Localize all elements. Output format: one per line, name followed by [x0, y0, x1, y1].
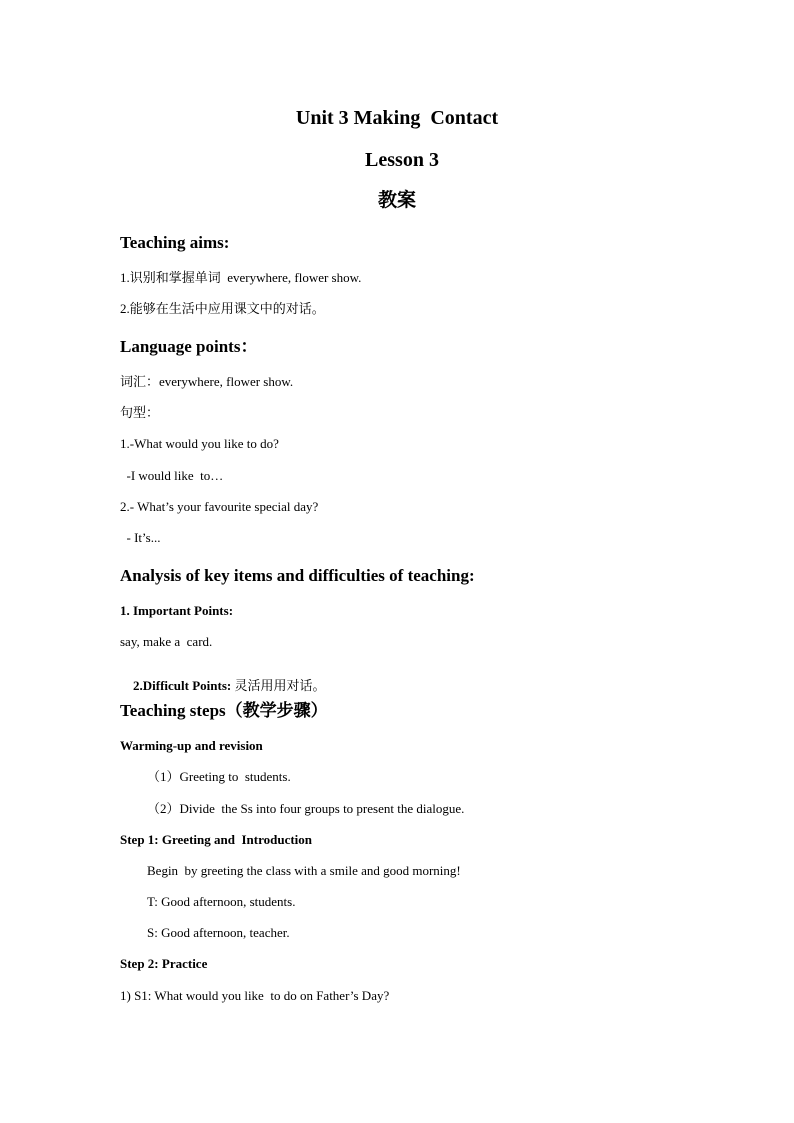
difficult-points-text: 灵活用用对话。: [231, 678, 326, 693]
vocabulary-line: 词汇：everywhere, flower show.: [120, 374, 294, 389]
teaching-steps-heading: Teaching steps（教学步骤）: [120, 701, 328, 720]
difficult-points-label: 2.Difficult Points:: [133, 678, 232, 693]
step1-line-1: Begin by greeting the class with a smile and good morning!: [147, 863, 461, 878]
language-points-heading: Language points：: [120, 337, 258, 356]
title-unit: Unit 3 Making Contact: [295, 107, 499, 129]
aims-item-1: 1.识别和掌握单词 everywhere, flower show.: [120, 270, 362, 285]
warmup-item-2: （2）Divide the Ss into four groups to present the dialogue.: [147, 801, 465, 816]
pattern-question-2: 2.- What’s your favourite special day?: [120, 499, 319, 514]
sentence-pattern-label: 句型：: [120, 405, 160, 420]
pattern-answer-1: -I would like to…: [120, 468, 224, 483]
step1-heading: Step 1: Greeting and Introduction: [120, 832, 313, 847]
step2-line-1: 1) S1: What would you like to do on Father’s Day?: [120, 988, 390, 1003]
aims-item-2: 2.能够在生活中应用课文中的对话。: [120, 301, 325, 316]
difficult-points-line: [120, 666, 325, 705]
important-points-text: say, make a card.: [120, 634, 213, 649]
step1-line-2: T: Good afternoon, students.: [147, 894, 296, 909]
title-lesson: Lesson 3: [365, 149, 439, 171]
pattern-answer-2: - It’s...: [120, 530, 161, 545]
pattern-question-1: 1.-What would you like to do?: [120, 436, 279, 451]
warmup-heading: Warming-up and revision: [120, 738, 263, 753]
analysis-heading: Analysis of key items and difficulties of teaching:: [120, 566, 475, 585]
step2-heading: Step 2: Practice: [120, 956, 208, 971]
teaching-aims-heading: Teaching aims:: [120, 233, 230, 252]
step1-line-3: S: Good afternoon, teacher.: [147, 925, 290, 940]
important-points-label: 1. Important Points:: [120, 603, 234, 618]
title-lesson-plan: 教案: [377, 189, 416, 211]
warmup-item-1: （1）Greeting to students.: [147, 769, 291, 784]
